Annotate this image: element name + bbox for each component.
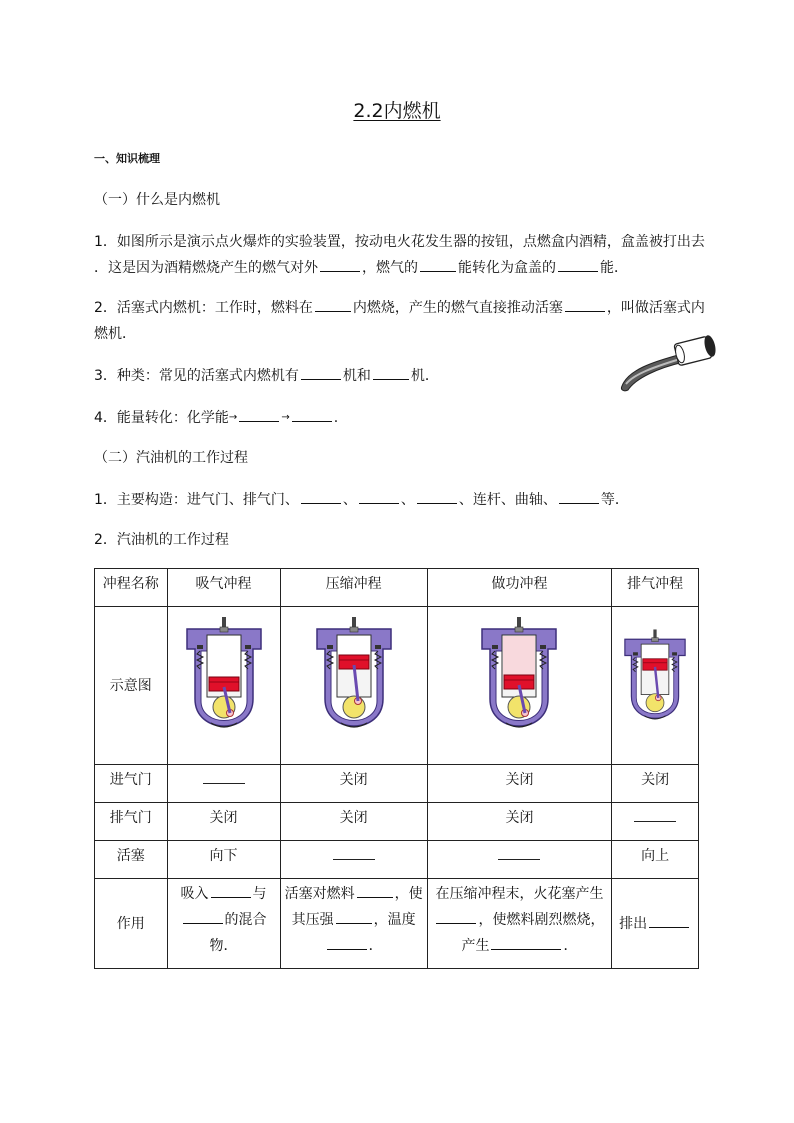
part1-q4: 4．能量转化：化学能→ → .: [94, 406, 338, 430]
fill-blank[interactable]: [565, 297, 605, 312]
fill-blank[interactable]: [420, 257, 456, 272]
fill-blank[interactable]: [436, 909, 476, 924]
spark-plug-base: [652, 638, 659, 642]
part1-q1-line1: 1．如图所示是演示点火爆炸的实验装置，按动电火花发生器的按钮，点燃盒内酒精，盒盖被打出去: [94, 234, 705, 250]
intake-stroke-diagram: [181, 615, 267, 753]
table-row-diagram: [95, 607, 699, 765]
fill-blank[interactable]: [327, 935, 367, 950]
section-heading: 一、知识梳理: [94, 152, 160, 165]
crankshaft-wheel: [646, 694, 664, 712]
row-label: 活塞: [95, 841, 168, 879]
fill-blank[interactable]: [649, 913, 689, 928]
table-cell: [280, 841, 427, 879]
row-label: 排气门: [95, 803, 168, 841]
table-cell: 吸入 与 的混合 物．: [167, 879, 280, 969]
row-label: 进气门: [95, 765, 168, 803]
exhaust-valve: [540, 645, 546, 649]
table-cell: 关闭: [427, 803, 612, 841]
table-cell: 关闭: [612, 765, 699, 803]
table-cell: 向下: [167, 841, 280, 879]
ignition-box-illustration: [618, 334, 722, 394]
fill-blank[interactable]: [359, 489, 399, 504]
fill-blank[interactable]: [301, 365, 341, 380]
exhaust-valve: [375, 645, 381, 649]
part1-q2-line1: 2．活塞式内燃机：工作时，燃料在 内燃烧，产生的燃气直接推动活塞 ，叫做活塞式内: [94, 296, 705, 320]
fill-blank[interactable]: [634, 805, 676, 822]
part2-q2: 2．汽油机的工作过程: [94, 532, 229, 548]
exhaust-stroke-diagram: [620, 615, 690, 753]
fill-blank[interactable]: [559, 489, 599, 504]
table-cell: 关闭: [280, 803, 427, 841]
table-row-function: [95, 879, 699, 969]
fill-blank[interactable]: [357, 883, 393, 898]
fill-blank[interactable]: [301, 489, 341, 504]
fill-blank[interactable]: [203, 767, 245, 784]
table-header-cell: 做功冲程: [427, 569, 612, 607]
engine-diagram-cell: [167, 607, 280, 765]
fill-blank[interactable]: [315, 297, 351, 312]
combustion-chamber: [208, 636, 240, 677]
fill-blank[interactable]: [417, 489, 457, 504]
table-cell: 向上: [612, 841, 699, 879]
engine-diagram-cell: [280, 607, 427, 765]
table-cell: [427, 841, 612, 879]
stroke-table: [94, 568, 699, 969]
combustion-chamber: [338, 636, 370, 655]
arrow-icon: →: [228, 412, 238, 423]
fill-blank[interactable]: [558, 257, 598, 272]
intake-valve: [633, 652, 638, 655]
fill-blank[interactable]: [183, 909, 223, 924]
spark-plug-base: [515, 627, 523, 632]
combustion-chamber: [642, 645, 668, 659]
exhaust-valve: [672, 652, 677, 655]
engine-diagram-cell: [427, 607, 612, 765]
table-cell: 关闭: [280, 765, 427, 803]
part1-q3: 3．种类：常见的活塞式内燃机有 机和 机．: [94, 364, 439, 388]
fill-blank[interactable]: [336, 909, 372, 924]
intake-valve: [327, 645, 333, 649]
table-cell: [612, 803, 699, 841]
fill-blank[interactable]: [373, 365, 409, 380]
fill-blank[interactable]: [491, 935, 561, 950]
fill-blank[interactable]: [292, 407, 332, 422]
fill-blank[interactable]: [320, 257, 360, 272]
combustion-chamber: [503, 636, 535, 675]
power-stroke-diagram: [476, 615, 562, 753]
table-row-piston: [95, 841, 699, 879]
arrow-icon: →: [281, 412, 290, 423]
crankshaft-wheel: [343, 696, 365, 718]
table-cell: 排出: [612, 879, 699, 969]
exhaust-valve: [245, 645, 251, 649]
fill-blank[interactable]: [498, 843, 540, 860]
spark-plug-base: [220, 627, 228, 632]
row-label: 示意图: [95, 607, 168, 765]
table-cell: 关闭: [167, 803, 280, 841]
compression-stroke-diagram: [311, 615, 397, 753]
part2-q1: 1．主要构造：进气门、排气门、 、 、 、连杆、曲轴、 等．: [94, 488, 629, 512]
table-header-cell: 排气冲程: [612, 569, 699, 607]
table-row-exhaust-valve: [95, 803, 699, 841]
fill-blank[interactable]: [211, 883, 251, 898]
intake-valve: [492, 645, 498, 649]
table-cell: [167, 765, 280, 803]
part1-heading: （一）什么是内燃机: [94, 192, 220, 208]
spark-plug-base: [350, 627, 358, 632]
intake-valve: [197, 645, 203, 649]
table-cell: 活塞对燃料 ，使 其压强 ，温度 ．: [280, 879, 427, 969]
table-header-cell: 吸气冲程: [167, 569, 280, 607]
table-header-row: [95, 569, 699, 607]
page-title: 2.2内燃机: [353, 100, 441, 122]
table-cell: 在压缩冲程末，火花塞产生 ，使燃料剧烈燃烧， 产生 ．: [427, 879, 612, 969]
table-cell: 关闭: [427, 765, 612, 803]
table-header-cell: 冲程名称: [95, 569, 168, 607]
row-label: 作用: [95, 879, 168, 969]
engine-diagram-cell: [612, 607, 699, 765]
part1-q2-line2: 燃机．: [94, 326, 136, 342]
fill-blank[interactable]: [239, 407, 279, 422]
part2-heading: （二）汽油机的工作过程: [94, 450, 248, 466]
table-row-intake-valve: [95, 765, 699, 803]
table-header-cell: 压缩冲程: [280, 569, 427, 607]
part1-q1-line2: ．这是因为酒精燃烧产生的燃气对外 ，燃气的 能转化为盒盖的 能．: [94, 256, 628, 280]
fill-blank[interactable]: [333, 843, 375, 860]
